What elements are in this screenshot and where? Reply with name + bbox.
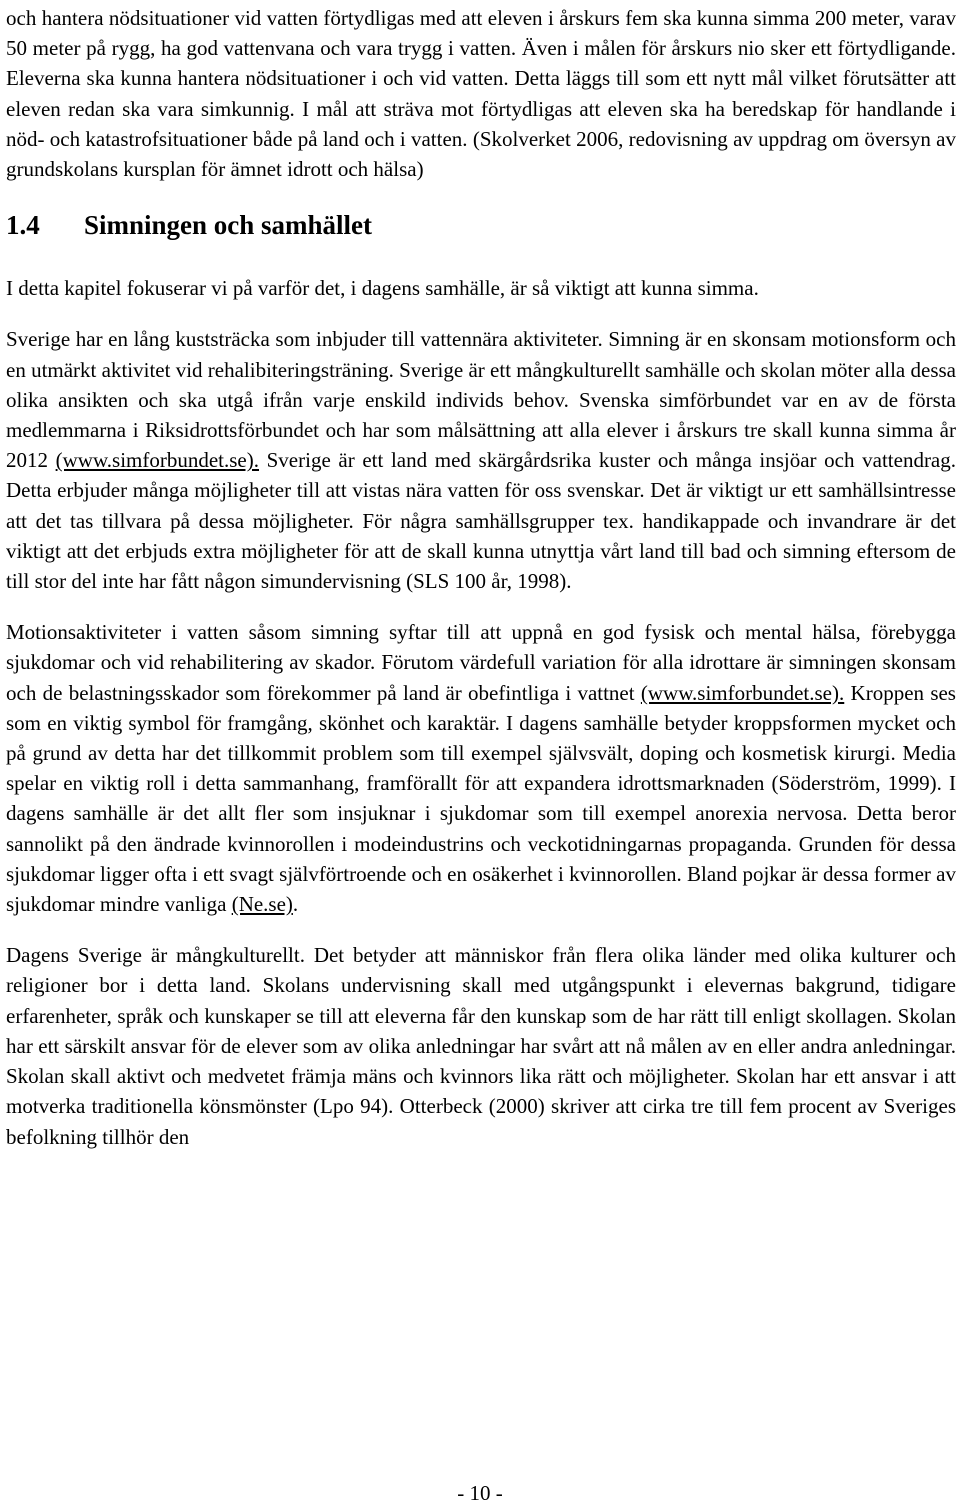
paragraph-3-text-b: Kroppen ses som en viktig symbol för framgång, skönhet och karaktär. I dagens samhälle betyder kroppsformen mycket och på grund av detta har det tillkommit problem som till exempel självsvält, doping och kosmetisk kirurgi. Media spelar en viktig roll i detta sammanhang, framförallt för att expandera idrottsmarknaden (Söderström, 1999). I dagens samhälle är det allt fler som insjuknar i sjukdomar som till exempel anorexia nervosa. Detta beror sannolikt på den ändrade kvinnorollen i modeindustrins och veckotidningarnas propaganda. Grunden för dessa sjukdomar ligger ofta i ett svagt självförtroende och en osäkerhet i kvinnorollen. Bland pojkar är dessa former av sjukdomar mindre vanliga [6, 680, 956, 917]
intro-paragraph: och hantera nödsituationer vid vatten förtydligas med att eleven i årskurs fem ska kunna simma 200 meter, varav 50 meter på rygg, ha god vattenvana och vara trygg i vatten. Även i målen för årskurs nio sker ett förtydligande. Eleverna ska kunna hantera nödsituationer i och vid vatten. Detta läggs till som ett nytt mål vilket förutsätter att eleven redan ska vara simkunnig. I mål att sträva mot förtydligas att eleven ska ha beredskap för handlande i nöd- och katastrofsituationer både på land och i vatten. (Skolverket 2006, redovisning av uppdrag om översyn av grundskolans kursplan för ämnet idrott och hälsa) [6, 6, 956, 182]
paragraph-4: Dagens Sverige är mångkulturellt. Det betyder att människor från flera olika länder med olika kulturer och religioner bor i detta land. Skolans undervisning skall med utgångspunkt i elevernas bakgrund, tidigare erfarenheter, språk och kunskaper se till att eleverna får den kunskap som de har rätt till enligt skollagen. Skolan har ett särskilt ansvar för de elever som av olika anledningar har svårt att nå målen av en eller andra anledningar. Skolan skall aktivt och medvetet främja mäns och kvinnors lika rätt och möjligheter. Skolan har ett ansvar i att motverka traditionella könsmönster (Lpo 94). Otterbeck (2000) skriver att cirka tre till fem procent av Sveriges befolkning tillhör den [6, 943, 956, 1149]
simforbundet-link[interactable]: (www.simforbundet.se). [55, 448, 259, 473]
paragraph-2-text-a: Sverige har en lång kuststräcka som inbjuder till vattennära aktiviteter. Simning är en skonsam motionsform och en utmärkt aktivitet vid rehalibiteringsträning. Sverige är ett mångkulturellt samhälle och skolan möter alla dessa olika ansikten och ska utgå ifrån varje enskild individs behov. Svenska simförbundet var en av de första medlemmarna i Riksidrottsförbundet och har som målsättning att alla elever i årskurs tre skall kunna simma år 2012 [6, 327, 956, 473]
paragraph-3-text-c: . [292, 892, 299, 917]
section-title: Simningen och samhället [84, 210, 373, 241]
paragraph-2 [6, 324, 956, 596]
paragraph-2-text-b: Sverige är ett land med skärgårdsrika kuster och många insjöar och vattendrag. Detta erbjuder många möjligheter till att vistas nära vatten för oss svenskar. Det är viktigt ur ett samhällsintresse att det tas tillvara på dessa möjligheter. För några samhällsgrupper tex. handikappade och invandrare är det viktigt att det erbjuds extra möjligheter för att de skall kunna utnyttja vårt land till bad och simning eftersom de till stor del inte har fått någon simundervisning (SLS 100 år, 1998). [6, 448, 957, 594]
paragraph-3-text-a: Motionsaktiviteter i vatten såsom simning syftar till att uppnå en god fysisk och mental hälsa, förebygga sjukdomar och vid rehabilitering av skador. Förutom värdefull variation för alla idrottare är simningen skonsam och de belastningsskador som förekommer på land är obefintliga i vattnet [6, 620, 956, 705]
section-heading [6, 208, 956, 242]
page-number: - 10 - [457, 1481, 503, 1505]
document-page [6, 3, 956, 1152]
simforbundet-link-2[interactable]: (www.simforbundet.se). [640, 680, 845, 705]
section-number: 1.4 [6, 210, 40, 241]
paragraph-3 [6, 617, 956, 919]
ne-link[interactable]: (Ne.se) [231, 892, 293, 917]
paragraph-1: I detta kapitel fokuserar vi på varför det, i dagens samhälle, är så viktigt att kunna simma. [6, 276, 759, 301]
